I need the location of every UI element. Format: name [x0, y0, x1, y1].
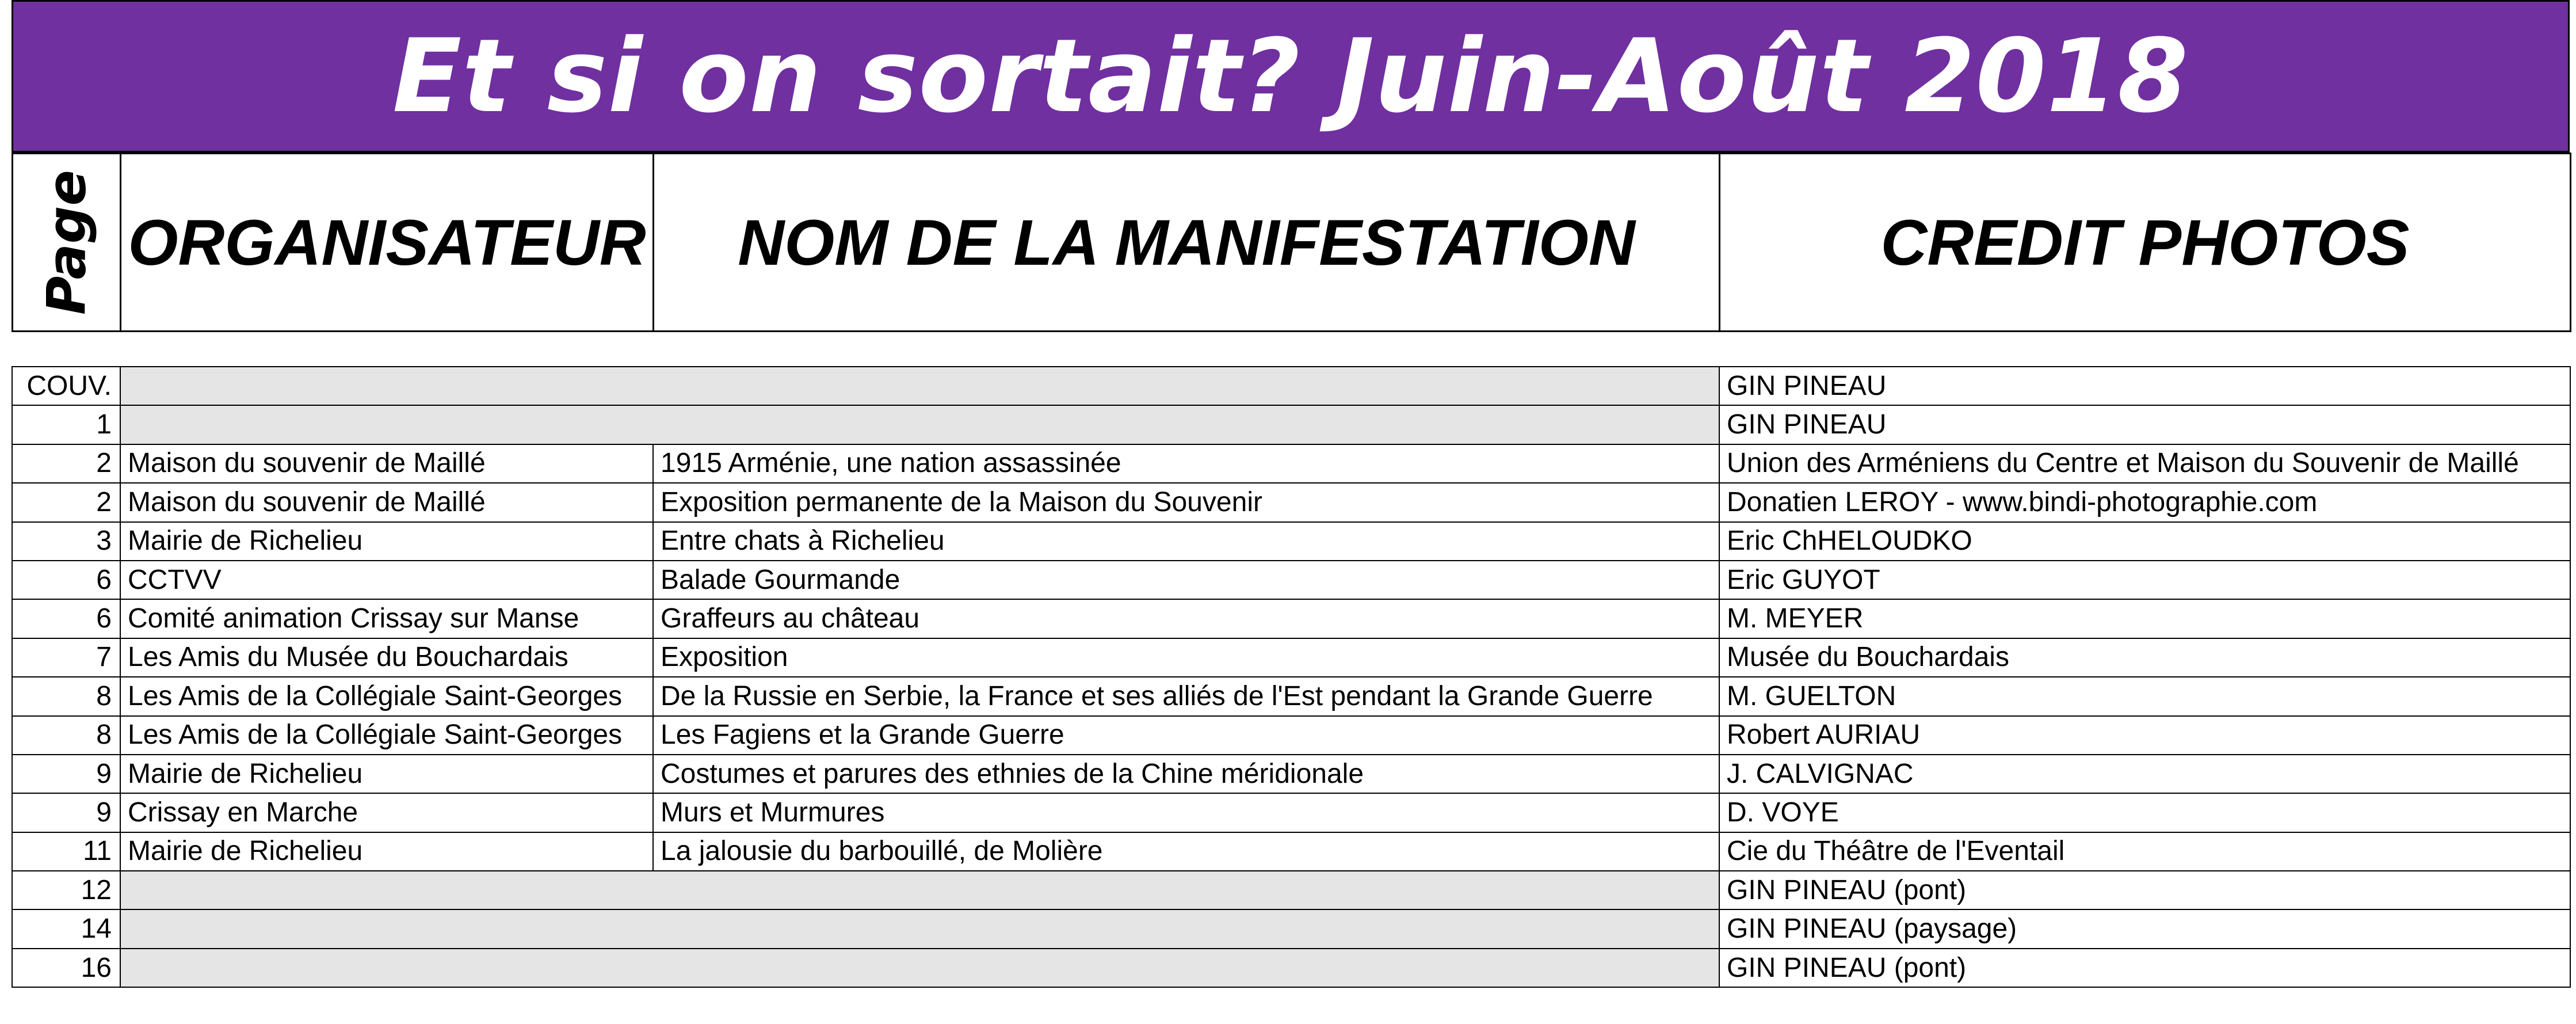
cell-credit: Robert AURIAU: [1719, 716, 2570, 755]
cell-manifestation: Entre chats à Richelieu: [653, 522, 1719, 561]
table-row: [12, 444, 2570, 483]
cell-organisateur: Les Amis de la Collégiale Saint-Georges: [120, 677, 653, 715]
cell-credit: J. CALVIGNAC: [1719, 755, 2570, 793]
table-row: [12, 755, 2570, 793]
cell-manifestation: Costumes et parures des ethnies de la Chine méridionale: [653, 755, 1719, 793]
table-row: [12, 638, 2570, 677]
table-row: [12, 716, 2570, 755]
header-row: [13, 154, 2571, 332]
cell-credit: Donatien LEROY - www.bindi-photographie.com: [1719, 483, 2570, 521]
cell-page: 3: [12, 522, 120, 561]
cell-page: 9: [12, 755, 120, 793]
cell-page: 7: [12, 638, 120, 677]
cell-page: 6: [12, 561, 120, 599]
table-row: [12, 909, 2570, 948]
cell-manifestation: Graffeurs au château: [653, 599, 1719, 638]
cell-page: 6: [12, 599, 120, 638]
page-title: Et si on sortait? Juin-Août 2018: [392, 17, 2189, 135]
cell-page: 16: [12, 949, 120, 987]
cell-page: 14: [12, 909, 120, 948]
cell-credit: Union des Arméniens du Centre et Maison du Souvenir de Maillé: [1719, 444, 2570, 483]
cell-page: COUV.: [12, 367, 120, 405]
table-row: [12, 832, 2570, 871]
table-row: [12, 561, 2570, 599]
cell-organisateur: Mairie de Richelieu: [120, 522, 653, 561]
cell-page: 9: [12, 793, 120, 832]
header-credit: CREDIT PHOTOS: [1720, 154, 2571, 332]
cell-manifestation: 1915 Arménie, une nation assassinée: [653, 444, 1719, 483]
header-table: [12, 153, 2571, 332]
table-row: [12, 949, 2570, 987]
cell-credit: M. GUELTON: [1719, 677, 2570, 715]
cell-merged-empty: [120, 405, 1719, 444]
cell-manifestation: Balade Gourmande: [653, 561, 1719, 599]
table-row: [12, 367, 2570, 405]
cell-credit: GIN PINEAU (paysage): [1719, 909, 2570, 948]
header-manifestation: NOM DE LA MANIFESTATION: [654, 154, 1720, 332]
table-row: [12, 599, 2570, 638]
table-row: [12, 522, 2570, 561]
table-row: [12, 677, 2570, 715]
cell-organisateur: Les Amis du Musée du Bouchardais: [120, 638, 653, 677]
cell-page: 11: [12, 832, 120, 871]
cell-merged-empty: [120, 909, 1719, 948]
cell-page: 8: [12, 677, 120, 715]
cell-organisateur: Mairie de Richelieu: [120, 755, 653, 793]
cell-manifestation: La jalousie du barbouillé, de Molière: [653, 832, 1719, 871]
credits-table-body: [12, 367, 2570, 987]
cell-credit: GIN PINEAU (pont): [1719, 949, 2570, 987]
title-banner: [12, 0, 2570, 153]
cell-organisateur: Maison du souvenir de Maillé: [120, 483, 653, 521]
cell-page: 8: [12, 716, 120, 755]
cell-credit: GIN PINEAU (pont): [1719, 871, 2570, 909]
cell-credit: M. MEYER: [1719, 599, 2570, 638]
cell-credit: GIN PINEAU: [1719, 405, 2570, 444]
cell-merged-empty: [120, 367, 1719, 405]
table-row: [12, 871, 2570, 909]
cell-credit: GIN PINEAU: [1719, 367, 2570, 405]
header-page: [13, 154, 121, 332]
cell-manifestation: Les Fagiens et la Grande Guerre: [653, 716, 1719, 755]
cell-page: 2: [12, 444, 120, 483]
cell-manifestation: De la Russie en Serbie, la France et ses alliés de l'Est pendant la Grande Guerre: [653, 677, 1719, 715]
table-row: [12, 793, 2570, 832]
cell-merged-empty: [120, 949, 1719, 987]
cell-organisateur: Mairie de Richelieu: [120, 832, 653, 871]
credits-table: [12, 366, 2571, 988]
table-row: [12, 405, 2570, 444]
cell-merged-empty: [120, 871, 1719, 909]
cell-credit: Musée du Bouchardais: [1719, 638, 2570, 677]
cell-organisateur: CCTVV: [120, 561, 653, 599]
cell-page: 2: [12, 483, 120, 521]
header-page-label: Page: [36, 170, 97, 315]
cell-manifestation: Exposition permanente de la Maison du Souvenir: [653, 483, 1719, 521]
cell-organisateur: Les Amis de la Collégiale Saint-Georges: [120, 716, 653, 755]
cell-credit: Cie du Théâtre de l'Eventail: [1719, 832, 2570, 871]
cell-organisateur: Crissay en Marche: [120, 793, 653, 832]
cell-credit: Eric GUYOT: [1719, 561, 2570, 599]
cell-manifestation: Exposition: [653, 638, 1719, 677]
cell-organisateur: Comité animation Crissay sur Manse: [120, 599, 653, 638]
cell-manifestation: Murs et Murmures: [653, 793, 1719, 832]
table-row: [12, 483, 2570, 521]
cell-credit: D. VOYE: [1719, 793, 2570, 832]
cell-credit: Eric ChHELOUDKO: [1719, 522, 2570, 561]
cell-page: 12: [12, 871, 120, 909]
header-organisateur: ORGANISATEUR: [121, 154, 654, 332]
cell-page: 1: [12, 405, 120, 444]
cell-organisateur: Maison du souvenir de Maillé: [120, 444, 653, 483]
